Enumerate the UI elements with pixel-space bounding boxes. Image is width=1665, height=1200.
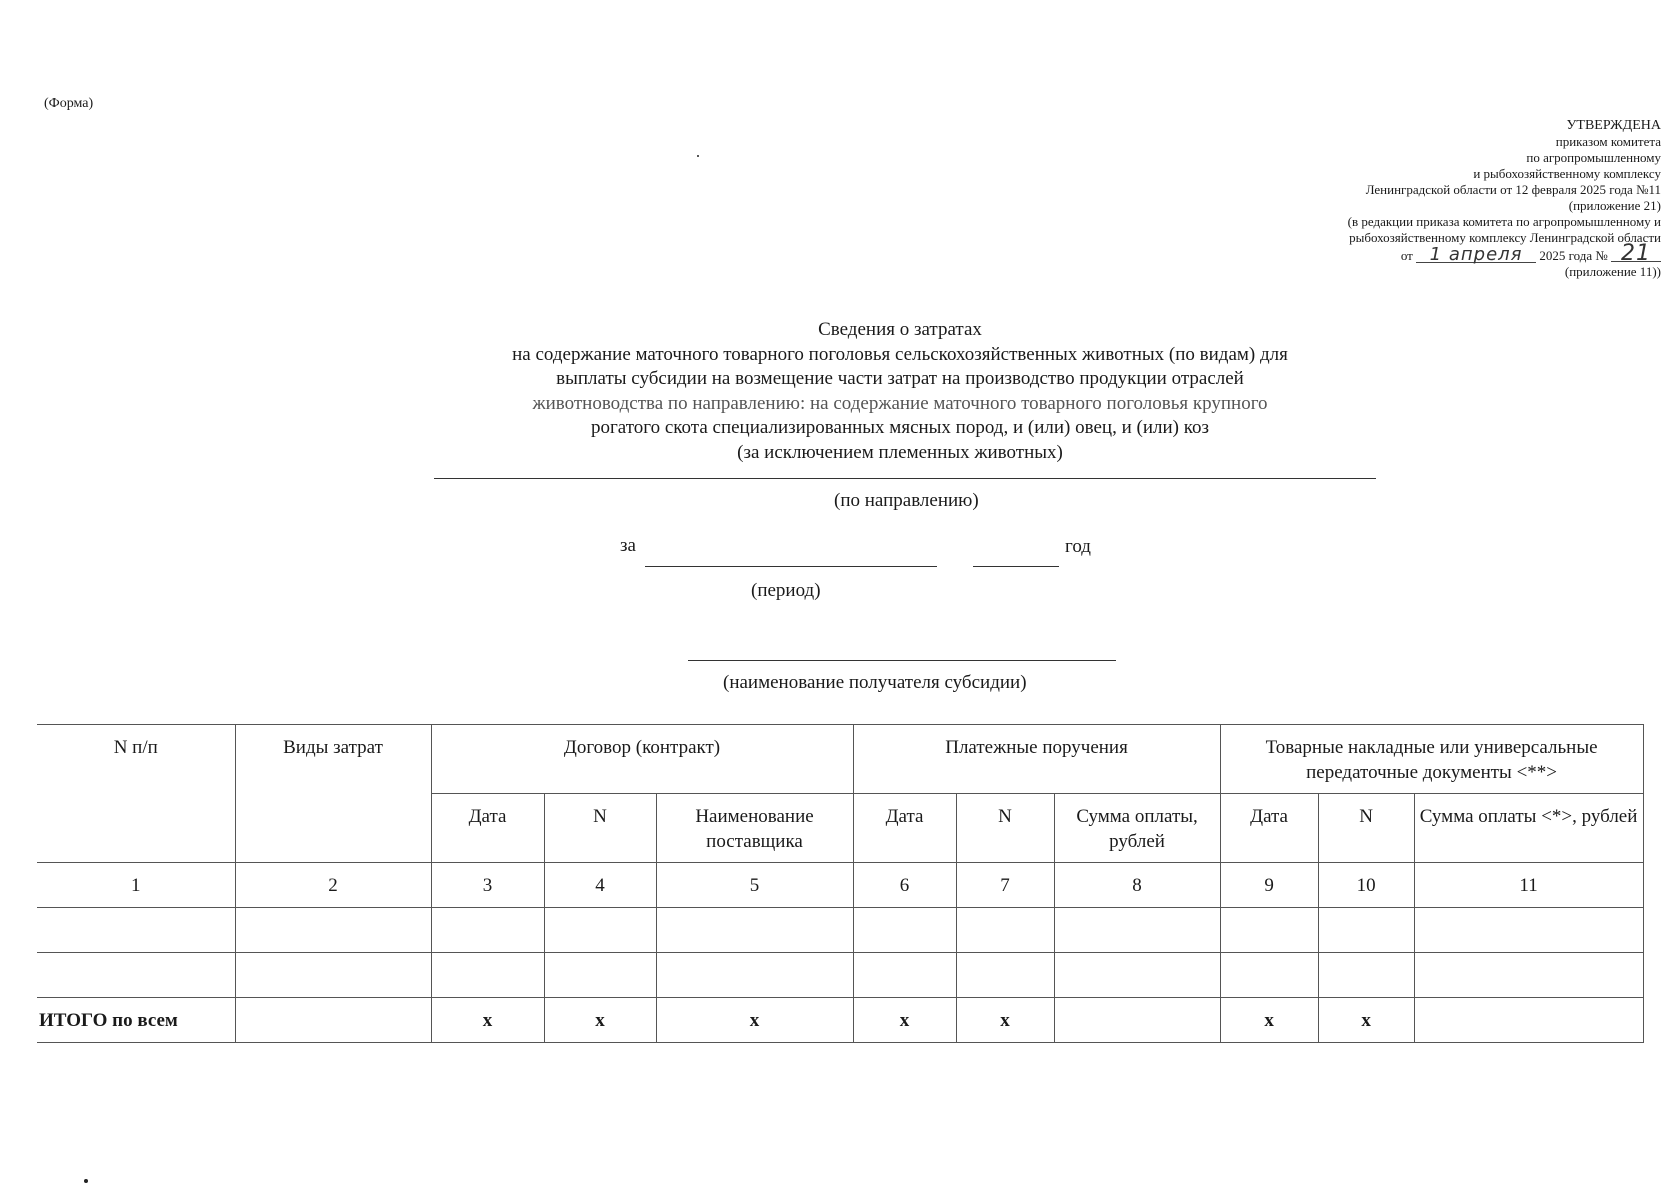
- column-number-row: [37, 863, 1643, 908]
- column-number: 8: [1054, 863, 1220, 908]
- approval-line: рыбохозяйственному комплексу Ленинградской области: [1349, 230, 1661, 245]
- table-cell: [1054, 953, 1220, 998]
- table-cell: [1054, 908, 1220, 953]
- document-title: [400, 318, 1400, 465]
- approval-line: приказом комитета: [1555, 134, 1661, 149]
- table-cell: [1414, 953, 1643, 998]
- table-cell: [656, 953, 853, 998]
- column-number: 2: [235, 863, 431, 908]
- approval-line: по агропромышленному: [1526, 150, 1661, 165]
- column-number: 1: [37, 863, 235, 908]
- column-number: 6: [853, 863, 956, 908]
- table-cell: [544, 908, 656, 953]
- total-cell: [1054, 998, 1220, 1043]
- table-header-row: [37, 725, 1643, 794]
- column-number: 9: [1220, 863, 1318, 908]
- title-line: животноводства по направлению: на содержание маточного товарного поголовья крупного: [532, 392, 1268, 414]
- title-line: Сведения о затратах: [818, 319, 982, 340]
- total-cell: х: [544, 998, 656, 1043]
- subheader-supplier: Наименование поставщика: [656, 794, 853, 863]
- subheader-contract-date: Дата: [431, 794, 544, 863]
- table-cell: [956, 953, 1054, 998]
- column-number: 10: [1318, 863, 1414, 908]
- title-line: рогатого скота специализированных мясных пород, и (или) овец, и (или) коз: [590, 417, 1209, 438]
- table-cell: [431, 908, 544, 953]
- table-cell: [37, 953, 235, 998]
- total-cell: х: [656, 998, 853, 1043]
- header-contract: Договор (контракт): [431, 725, 853, 794]
- table-cell: [1318, 908, 1414, 953]
- period-underline: [645, 566, 937, 567]
- approval-stamp: [1061, 118, 1661, 280]
- handwritten-date: 1 апреля: [1416, 247, 1536, 263]
- table-cell: [431, 953, 544, 998]
- table-cell: [1220, 908, 1318, 953]
- header-num: N п/п: [37, 725, 235, 863]
- total-row: [37, 998, 1643, 1043]
- approval-line: (в редакции приказа комитета по агропромышленному и: [1347, 214, 1661, 229]
- approval-line: (приложение 11)): [1564, 264, 1661, 279]
- subheader-invoice-n: N: [1318, 794, 1414, 863]
- table-cell: [37, 908, 235, 953]
- total-cell: [1414, 998, 1643, 1043]
- subheader-payment-date: Дата: [853, 794, 956, 863]
- header-invoices: Товарные накладные или универсальные передаточные документы <**>: [1220, 725, 1643, 794]
- table-cell: [1414, 908, 1643, 953]
- table-cell: [853, 908, 956, 953]
- approval-line: и рыбохозяйственному комплексу: [1473, 166, 1661, 181]
- column-number: 7: [956, 863, 1054, 908]
- approval-date-year: 2025 года №: [1539, 248, 1608, 263]
- total-cell: х: [1220, 998, 1318, 1043]
- scan-speck: [84, 1179, 88, 1183]
- header-payment-orders: Платежные поручения: [853, 725, 1220, 794]
- approval-line: УТВЕРЖДЕНА: [1566, 118, 1661, 133]
- cost-table: [37, 724, 1644, 1043]
- column-number: 3: [431, 863, 544, 908]
- recipient-caption: (наименование получателя субсидии): [723, 672, 1027, 693]
- total-cell: х: [853, 998, 956, 1043]
- total-cell: х: [1318, 998, 1414, 1043]
- year-underline: [973, 566, 1059, 567]
- column-number: 4: [544, 863, 656, 908]
- handwritten-number: 21: [1611, 246, 1661, 262]
- table-cell: [1220, 953, 1318, 998]
- table-cell: [956, 908, 1054, 953]
- total-cell: [235, 998, 431, 1043]
- form-label: (Форма): [44, 96, 94, 111]
- subheader-invoice-date: Дата: [1220, 794, 1318, 863]
- direction-underline: [434, 478, 1376, 479]
- subheader-payment-n: N: [956, 794, 1054, 863]
- approval-date-line: [1400, 241, 1661, 266]
- subheader-contract-n: N: [544, 794, 656, 863]
- total-label: ИТОГО по всем: [37, 998, 235, 1043]
- approval-date-prefix: от: [1400, 248, 1413, 263]
- title-line: выплаты субсидии на возмещение части затрат на производство продукции отраслей: [556, 368, 1244, 389]
- table-cell: [544, 953, 656, 998]
- total-cell: х: [431, 998, 544, 1043]
- column-number: 5: [656, 863, 853, 908]
- table-row: [37, 908, 1643, 953]
- year-label: год: [1065, 536, 1091, 557]
- period-caption: (период): [751, 580, 821, 601]
- direction-caption: (по направлению): [834, 490, 979, 511]
- subheader-invoice-sum: Сумма оплаты <*>, рублей: [1414, 794, 1643, 863]
- table-cell: [235, 953, 431, 998]
- total-cell: х: [956, 998, 1054, 1043]
- header-cost-types: Виды затрат: [235, 725, 431, 863]
- table-row: [37, 953, 1643, 998]
- recipient-underline: [688, 660, 1116, 661]
- column-number: 11: [1414, 863, 1643, 908]
- approval-line: (приложение 21): [1568, 198, 1661, 213]
- table-cell: [1318, 953, 1414, 998]
- scan-speck: [697, 155, 699, 157]
- table-cell: [853, 953, 956, 998]
- approval-line: Ленинградской области от 12 февраля 2025 года №11: [1365, 182, 1661, 197]
- table-cell: [656, 908, 853, 953]
- title-line: (за исключением племенных животных): [737, 441, 1063, 463]
- for-label: за: [620, 535, 636, 556]
- subheader-payment-sum: Сумма оплаты, рублей: [1054, 794, 1220, 863]
- table-cell: [235, 908, 431, 953]
- title-line: на содержание маточного товарного поголовья сельскохозяйственных животных (по видам) для: [512, 343, 1288, 365]
